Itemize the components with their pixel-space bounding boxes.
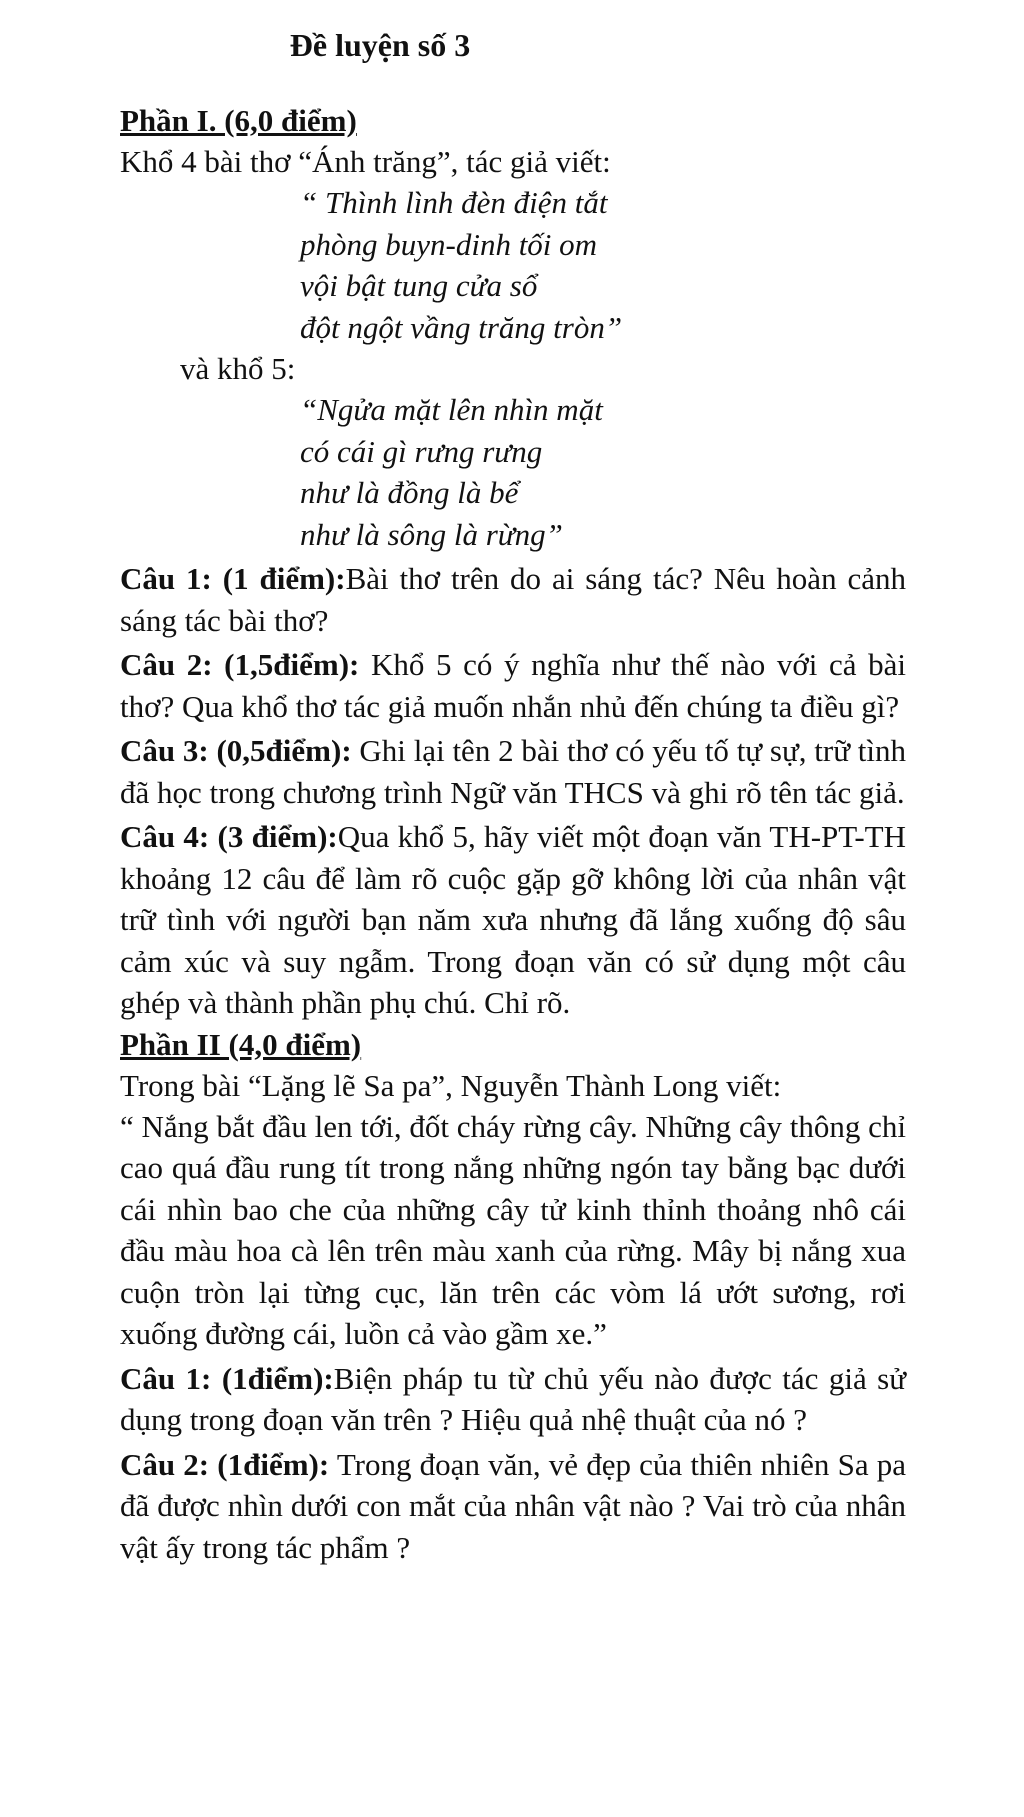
part1-question-1 [120, 558, 906, 641]
part2-intro: Trong bài “Lặng lẽ Sa pa”, Nguyễn Thành Long viết: [120, 1067, 782, 1103]
verse-line: như là đồng là bể [300, 475, 519, 510]
question-text: Ghi lại tên 2 bài thơ có yếu tố tự sự, trữ tình đã học trong chương trình Ngữ văn THCS và ghi rõ tên tác giả. [120, 733, 906, 810]
part1-question-3 [120, 730, 906, 813]
document-title: Đề luyện số 3 [289, 27, 471, 63]
part2-quote: “ Nắng bắt đầu len tới, đốt cháy rừng cây. Những cây thông chỉ cao quá đầu rung tít trong nắng những ngón tay bằng bạc dưới cái nhìn bao che của những cây tử kinh thỉnh thoảng nhô cái đầu màu hoa cà lên trên màu xanh của rừng. Mây bị nắng xua cuộn tròn lại từng cục, lăn trên các vòm lá ướt sương, rơi xuống đường cái, luồn cả vào gầm xe.” [120, 1108, 906, 1351]
part2-heading: Phần II (4,0 điểm) [120, 1026, 362, 1062]
question-text: Biện pháp tu từ chủ yếu nào được tác giả sử dụng trong đoạn văn trên ? Hiệu quả nhệ thuật của nó ? [120, 1360, 907, 1437]
stanza-4 [120, 182, 906, 348]
part1-intro: Khổ 4 bài thơ “Ánh trăng”, tác giả viết: [120, 144, 611, 179]
question-text: Khổ 5 có ý nghĩa như thế nào với cả bài thơ? Qua khổ thơ tác giả muốn nhắn nhủ đến chúng ta điều gì? [120, 647, 906, 724]
verse-line: “Ngửa mặt lên nhìn mặt [300, 392, 603, 427]
part1-question-2 [120, 644, 906, 727]
verse-line: như là sông là rừng” [300, 516, 563, 552]
verse-line: có cái gì rưng rưng [300, 433, 543, 469]
part2-question-2 [120, 1444, 906, 1569]
verse-line: đột ngột vầng trăng tròn” [300, 309, 623, 345]
question-label: Câu 1: (1điểm): [120, 1360, 334, 1396]
question-label: Câu 3: (0,5điểm): [120, 733, 352, 768]
part2-question-1 [120, 1358, 906, 1441]
question-label: Câu 2: (1,5điểm): [120, 647, 360, 682]
verse-line: vội bật tung cửa sổ [300, 268, 538, 303]
question-text: Trong đoạn văn, vẻ đẹp của thiên nhiên Sa pa đã được nhìn dưới con mắt của nhân vật nào ? Vai trò của nhân vật ấy trong tác phẩm ? [120, 1446, 907, 1565]
verse-line: phòng buyn-dinh tối om [300, 226, 598, 262]
verse-line: “ Thình lình đèn điện tắt [300, 185, 608, 220]
stanza-5 [120, 389, 906, 555]
question-label: Câu 1: (1 điểm): [120, 561, 346, 596]
question-text: Qua khổ 5, hãy viết một đoạn văn TH-PT-TH khoảng 12 câu để làm rõ cuộc gặp gỡ không lời của nhân vật trữ tình với người bạn năm xưa nhưng đã lắng xuống độ sâu cảm xúc và suy ngẫm. Trong đoạn văn có sử dụng một câu ghép và thành phần phụ chú. Chỉ rõ. [120, 819, 907, 1020]
document-body [120, 100, 906, 1568]
part1-question-4 [120, 816, 906, 1024]
part1-heading: Phần I. (6,0 điểm) [120, 103, 357, 138]
question-text: Bài thơ trên do ai sáng tác? Nêu hoàn cảnh sáng tác bài thơ? [120, 561, 906, 638]
stanza5-intro: và khổ 5: [180, 351, 296, 386]
question-label: Câu 4: (3 điểm): [120, 819, 338, 854]
question-label: Câu 2: (1điểm): [120, 1446, 330, 1482]
